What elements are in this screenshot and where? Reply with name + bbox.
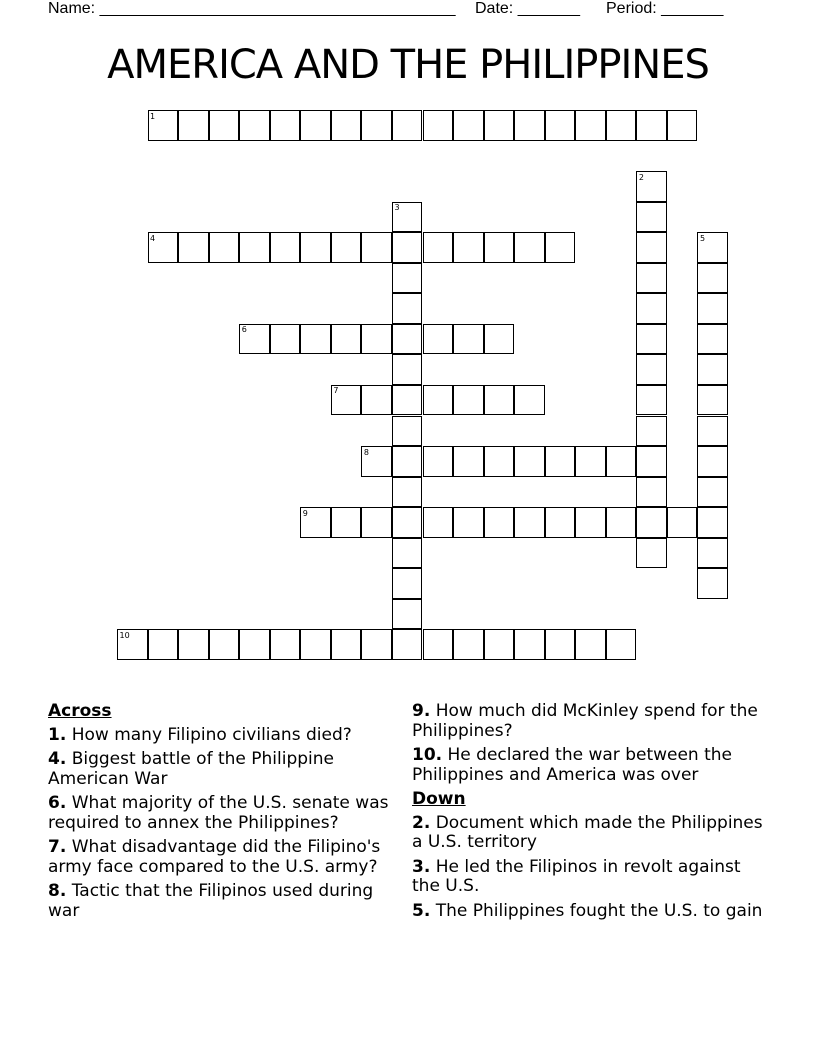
crossword-cell[interactable] bbox=[331, 507, 362, 538]
crossword-cell[interactable] bbox=[300, 629, 331, 660]
clue-number-label: 4 bbox=[150, 233, 156, 243]
clues-column-left bbox=[48, 702, 403, 926]
crossword-cell[interactable] bbox=[484, 385, 515, 416]
crossword-cell[interactable] bbox=[453, 507, 484, 538]
crossword-cell[interactable] bbox=[636, 507, 667, 538]
crossword-cell[interactable] bbox=[423, 507, 454, 538]
crossword-cell[interactable] bbox=[270, 110, 301, 141]
clue-text: Biggest battle of the Philippine American War bbox=[48, 749, 335, 789]
crossword-cell[interactable] bbox=[392, 477, 423, 508]
crossword-cell[interactable] bbox=[423, 110, 454, 141]
down-clue-list bbox=[412, 814, 772, 922]
crossword-cell[interactable] bbox=[697, 385, 728, 416]
clue-item bbox=[48, 726, 403, 746]
clue-number: 6. bbox=[48, 793, 67, 813]
crossword-cell[interactable] bbox=[697, 324, 728, 355]
clue-text: How many Filipino civilians died? bbox=[66, 724, 352, 745]
crossword-cell[interactable] bbox=[361, 232, 392, 263]
clue-number: 3. bbox=[412, 856, 431, 877]
clue-item bbox=[412, 902, 772, 922]
crossword-cell[interactable] bbox=[178, 110, 209, 141]
crossword-cell[interactable] bbox=[453, 232, 484, 263]
clue-text: He declared the war between the Philippines and America was over bbox=[412, 745, 733, 785]
crossword-cell[interactable] bbox=[484, 110, 515, 141]
clue-number-label: 1 bbox=[150, 111, 156, 121]
crossword-cell[interactable] bbox=[636, 293, 667, 324]
across-heading: Across bbox=[48, 701, 112, 721]
crossword-cell[interactable] bbox=[239, 110, 270, 141]
crossword-cell[interactable] bbox=[697, 263, 728, 294]
crossword-cell[interactable] bbox=[697, 446, 728, 477]
clue-text: Document which made the Philippines a U.S. territory bbox=[412, 812, 763, 852]
crossword-cell[interactable] bbox=[545, 110, 576, 141]
clue-number: 10. bbox=[412, 745, 443, 765]
crossword-cell[interactable] bbox=[300, 110, 331, 141]
crossword-cell[interactable] bbox=[514, 629, 545, 660]
name-field[interactable]: Name: ________________________________________ bbox=[48, 0, 456, 17]
crossword-cell[interactable] bbox=[545, 629, 576, 660]
crossword-cell[interactable] bbox=[239, 629, 270, 660]
crossword-cell[interactable] bbox=[361, 385, 392, 416]
crossword-cell[interactable] bbox=[575, 507, 606, 538]
clue-item bbox=[48, 882, 403, 921]
clue-text: He led the Filipinos in revolt against the U.S. bbox=[412, 856, 741, 896]
crossword-cell[interactable] bbox=[392, 629, 423, 660]
clue-item bbox=[48, 838, 403, 877]
across-clue-list-continued bbox=[412, 702, 772, 785]
crossword-cell[interactable] bbox=[392, 385, 423, 416]
clue-number-label: 5 bbox=[699, 233, 706, 243]
clue-number-label: 3 bbox=[394, 203, 400, 213]
clue-text: Tactic that the Filipinos used during war bbox=[48, 881, 374, 921]
crossword-cell[interactable] bbox=[636, 324, 667, 355]
crossword-cell[interactable] bbox=[331, 110, 362, 141]
crossword-cell[interactable] bbox=[423, 232, 454, 263]
clue-number-label: 8 bbox=[363, 447, 369, 457]
crossword-cell[interactable] bbox=[636, 538, 667, 569]
crossword-cell[interactable] bbox=[423, 385, 454, 416]
clue-item bbox=[412, 858, 772, 897]
page-title: AMERICA AND THE PHILIPPINES bbox=[107, 42, 709, 88]
clue-number: 2. bbox=[412, 812, 431, 833]
crossword-cell[interactable] bbox=[392, 568, 423, 599]
crossword-cell[interactable] bbox=[300, 232, 331, 263]
crossword-cell[interactable] bbox=[178, 232, 209, 263]
crossword-cell[interactable] bbox=[667, 110, 698, 141]
crossword-cell[interactable] bbox=[270, 324, 301, 355]
crossword-cell[interactable] bbox=[575, 629, 606, 660]
crossword-cell[interactable] bbox=[331, 629, 362, 660]
clue-text: How much did McKinley spend for the Philippines? bbox=[412, 701, 758, 741]
crossword-cell[interactable] bbox=[636, 110, 667, 141]
crossword-cell[interactable] bbox=[392, 110, 423, 141]
clue-number-label: 2 bbox=[638, 172, 644, 182]
crossword-cell[interactable] bbox=[514, 446, 545, 477]
clue-number: 1. bbox=[48, 724, 67, 745]
crossword-cell[interactable] bbox=[697, 416, 728, 447]
crossword-cell[interactable] bbox=[361, 507, 392, 538]
crossword-cell[interactable] bbox=[453, 324, 484, 355]
crossword-cell[interactable] bbox=[392, 599, 423, 630]
clue-number: 5. bbox=[412, 900, 431, 921]
crossword-cell[interactable] bbox=[697, 568, 728, 599]
clue-number-label: 6 bbox=[241, 325, 247, 335]
crossword-cell[interactable] bbox=[636, 232, 667, 263]
clues-column-right bbox=[412, 702, 772, 926]
crossword-cell[interactable] bbox=[392, 293, 423, 324]
clue-number: 9. bbox=[412, 701, 431, 721]
clue-item bbox=[48, 794, 403, 833]
crossword-cell[interactable] bbox=[453, 629, 484, 660]
crossword-cell[interactable] bbox=[545, 507, 576, 538]
crossword-cell[interactable] bbox=[697, 477, 728, 508]
crossword-cell[interactable] bbox=[514, 507, 545, 538]
crossword-cell[interactable] bbox=[484, 232, 515, 263]
crossword-cell[interactable] bbox=[636, 354, 667, 385]
crossword-cell[interactable] bbox=[636, 446, 667, 477]
crossword-cell[interactable] bbox=[697, 293, 728, 324]
crossword-cell[interactable] bbox=[392, 446, 423, 477]
clue-number: 7. bbox=[48, 837, 67, 857]
crossword-cell[interactable] bbox=[423, 446, 454, 477]
crossword-cell[interactable] bbox=[636, 263, 667, 294]
clue-item bbox=[412, 702, 772, 741]
crossword-cell[interactable] bbox=[636, 416, 667, 447]
crossword-cell[interactable] bbox=[270, 629, 301, 660]
clue-text: What disadvantage did the Filipino's army face compared to the U.S. army? bbox=[48, 837, 381, 877]
crossword-cell[interactable] bbox=[575, 446, 606, 477]
clue-number-label: 7 bbox=[333, 386, 339, 396]
clue-item bbox=[48, 750, 403, 789]
crossword-cell[interactable] bbox=[606, 629, 637, 660]
crossword-cell[interactable] bbox=[392, 232, 423, 263]
crossword-cell[interactable] bbox=[423, 324, 454, 355]
clue-number-label: 10 bbox=[119, 630, 130, 640]
crossword-cell[interactable] bbox=[392, 416, 423, 447]
crossword-cell[interactable] bbox=[361, 110, 392, 141]
crossword-cell[interactable] bbox=[209, 110, 240, 141]
crossword-cell[interactable] bbox=[392, 324, 423, 355]
crossword-cell[interactable] bbox=[484, 324, 515, 355]
crossword-cell[interactable] bbox=[423, 629, 454, 660]
crossword-cell[interactable] bbox=[453, 110, 484, 141]
clue-number: 4. bbox=[48, 749, 67, 769]
crossword-cell[interactable] bbox=[392, 507, 423, 538]
crossword-cell[interactable] bbox=[667, 507, 698, 538]
crossword-cell[interactable] bbox=[148, 629, 179, 660]
crossword-cell[interactable] bbox=[300, 324, 331, 355]
crossword-cell[interactable] bbox=[484, 629, 515, 660]
crossword-cell[interactable] bbox=[484, 446, 515, 477]
crossword-cell[interactable] bbox=[392, 354, 423, 385]
crossword-cell[interactable] bbox=[545, 446, 576, 477]
crossword-cell[interactable] bbox=[178, 629, 209, 660]
clue-text: What majority of the U.S. senate was required to annex the Philippines? bbox=[48, 793, 389, 833]
crossword-cell[interactable] bbox=[636, 477, 667, 508]
crossword-cell[interactable] bbox=[514, 110, 545, 141]
period-field[interactable]: Period: _______ bbox=[606, 0, 724, 17]
crossword-cell[interactable] bbox=[239, 232, 270, 263]
crossword-cell[interactable] bbox=[514, 232, 545, 263]
crossword-cell[interactable] bbox=[606, 446, 637, 477]
crossword-cell[interactable] bbox=[697, 538, 728, 569]
crossword-cell[interactable] bbox=[545, 232, 576, 263]
crossword-cell[interactable] bbox=[636, 202, 667, 233]
crossword-cell[interactable] bbox=[361, 629, 392, 660]
crossword-cell[interactable] bbox=[484, 507, 515, 538]
crossword-cell[interactable] bbox=[697, 507, 728, 538]
clue-text: The Philippines fought the U.S. to gain bbox=[430, 900, 763, 921]
crossword-cell[interactable] bbox=[361, 324, 392, 355]
crossword-cell[interactable] bbox=[331, 324, 362, 355]
clue-number: 8. bbox=[48, 881, 67, 901]
crossword-cell[interactable] bbox=[392, 263, 423, 294]
crossword-cell[interactable] bbox=[209, 232, 240, 263]
across-clue-list bbox=[48, 726, 403, 922]
crossword-cell[interactable] bbox=[606, 507, 637, 538]
crossword-cell[interactable] bbox=[453, 385, 484, 416]
date-field[interactable]: Date: _______ bbox=[475, 0, 580, 17]
crossword-cell[interactable] bbox=[606, 110, 637, 141]
crossword-cell[interactable] bbox=[270, 232, 301, 263]
crossword-cell[interactable] bbox=[697, 354, 728, 385]
crossword-cell[interactable] bbox=[453, 446, 484, 477]
crossword-cell[interactable] bbox=[514, 385, 545, 416]
clue-item bbox=[412, 746, 772, 785]
clue-number-label: 9 bbox=[302, 508, 308, 518]
down-heading: Down bbox=[412, 789, 466, 809]
crossword-cell[interactable] bbox=[636, 385, 667, 416]
crossword-cell[interactable] bbox=[575, 110, 606, 141]
crossword-cell[interactable] bbox=[331, 232, 362, 263]
crossword-cell[interactable] bbox=[392, 538, 423, 569]
clue-item bbox=[412, 814, 772, 853]
crossword-cell[interactable] bbox=[209, 629, 240, 660]
